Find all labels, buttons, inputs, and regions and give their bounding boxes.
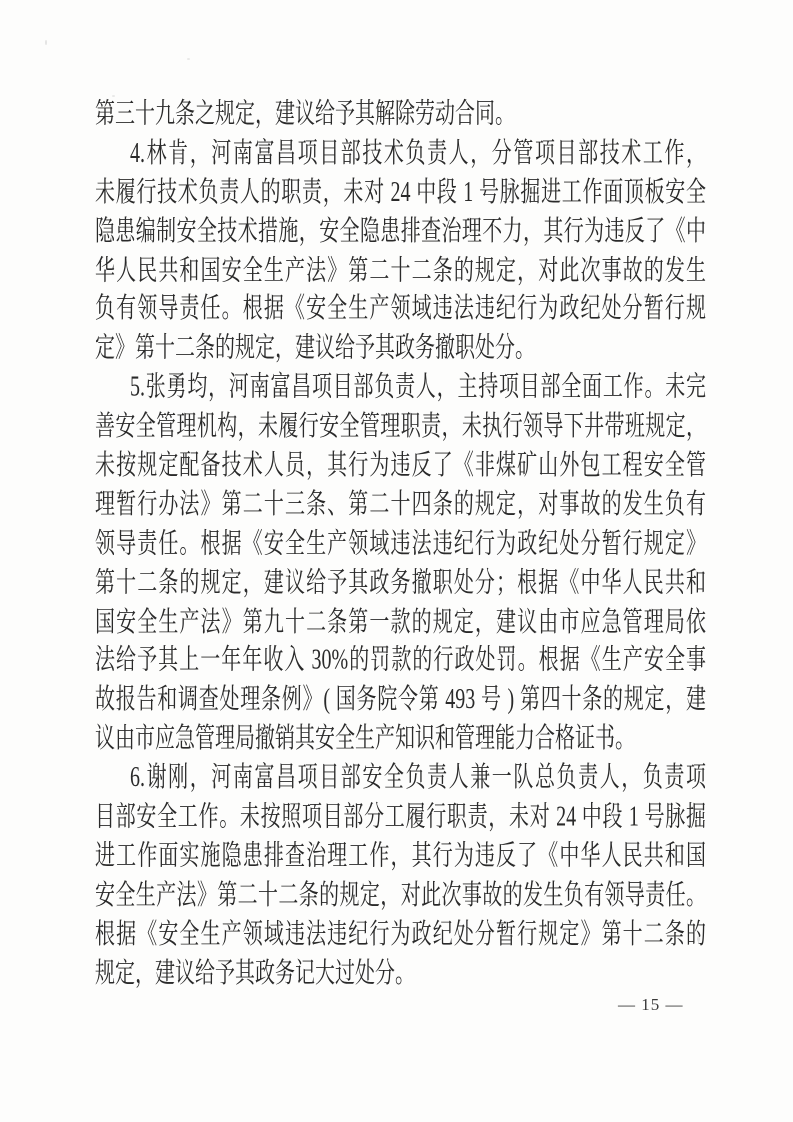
text-line: 故报告和调查处理条例》( 国务院令第 493 号 ) 第四十条的规定，建 (95, 684, 706, 716)
text-line: 第十二条的规定，建议给予其政务撤职处分；根据《中华人民共和 (95, 567, 706, 599)
text-line: 目部安全工作。未按照项目部分工履行职责，未对 24 中段 1 号脉掘 (95, 801, 706, 833)
scan-speck (45, 40, 47, 45)
page-number: — 15 — (618, 995, 684, 1014)
paragraph-item-6 (95, 760, 706, 994)
text-line: 4.林肯，河南富昌项目部技术负责人，分管项目部技术工作， (130, 137, 706, 169)
text-line: 理暂行办法》第二十三条、第二十四条的规定，对事故的发生负有 (95, 489, 706, 521)
text-line: 负有领导责任。根据《安全生产领域违法违纪行为政纪处分暂行规 (95, 294, 706, 325)
paragraph-item-4 (95, 135, 706, 369)
text-line: 进工作面实施隐患排查治理工作，其行为违反了《中华人民共和国 (95, 840, 706, 872)
paragraph-item-5 (95, 369, 706, 759)
text-line: 国安全生产法》第九十二条第一款的规定，建议由市应急管理局依 (95, 606, 706, 638)
text-line: 未按规定配备技术人员，其行为违反了《非煤矿山外包工程安全管 (95, 450, 706, 482)
text-line: 定》第十二条的规定，建议给予其政务撤职处分。 (95, 333, 535, 364)
text-line: 华人民共和国安全生产法》第二十二条的规定，对此次事故的发生 (95, 254, 706, 286)
paragraph-continuation (95, 96, 706, 135)
text-line: 领导责任。根据《安全生产领域违法违纪行为政纪处分暂行规定》 (95, 528, 706, 560)
text-line: 隐患编制安全技术措施，安全隐患排查治理不力，其行为违反了《中 (95, 215, 706, 247)
document-body (95, 96, 706, 994)
text-line: 第三十九条之规定，建议给予其解除劳动合同。 (95, 98, 515, 130)
text-line: 议由市应急管理局撤销其安全生产知识和管理能力合格证书。 (95, 723, 635, 755)
text-line: 5.张勇均，河南富昌项目部负责人，主持项目部全面工作。未完 (130, 372, 706, 403)
text-line: 安全生产法》第二十二条的规定，对此次事故的发生负有领导责任。 (95, 879, 706, 911)
text-line: 法给予其上一年年收入 30%的罚款的行政处罚。根据《生产安全事 (95, 645, 706, 677)
text-line: 未履行技术负责人的职责，未对 24 中段 1 号脉掘进工作面顶板安全 (95, 176, 706, 208)
scan-speck (187, 58, 190, 60)
text-line: 善安全管理机构，未履行安全管理职责，未执行领导下井带班规定， (95, 411, 706, 442)
text-line: 规定，建议给予其政务记大过处分。 (95, 957, 415, 989)
text-line: 根据《安全生产领域违法违纪行为政纪处分暂行规定》第十二条的 (95, 918, 706, 950)
text-line: 6.谢刚，河南富昌项目部安全负责人兼一队总负责人，负责项 (130, 762, 706, 794)
